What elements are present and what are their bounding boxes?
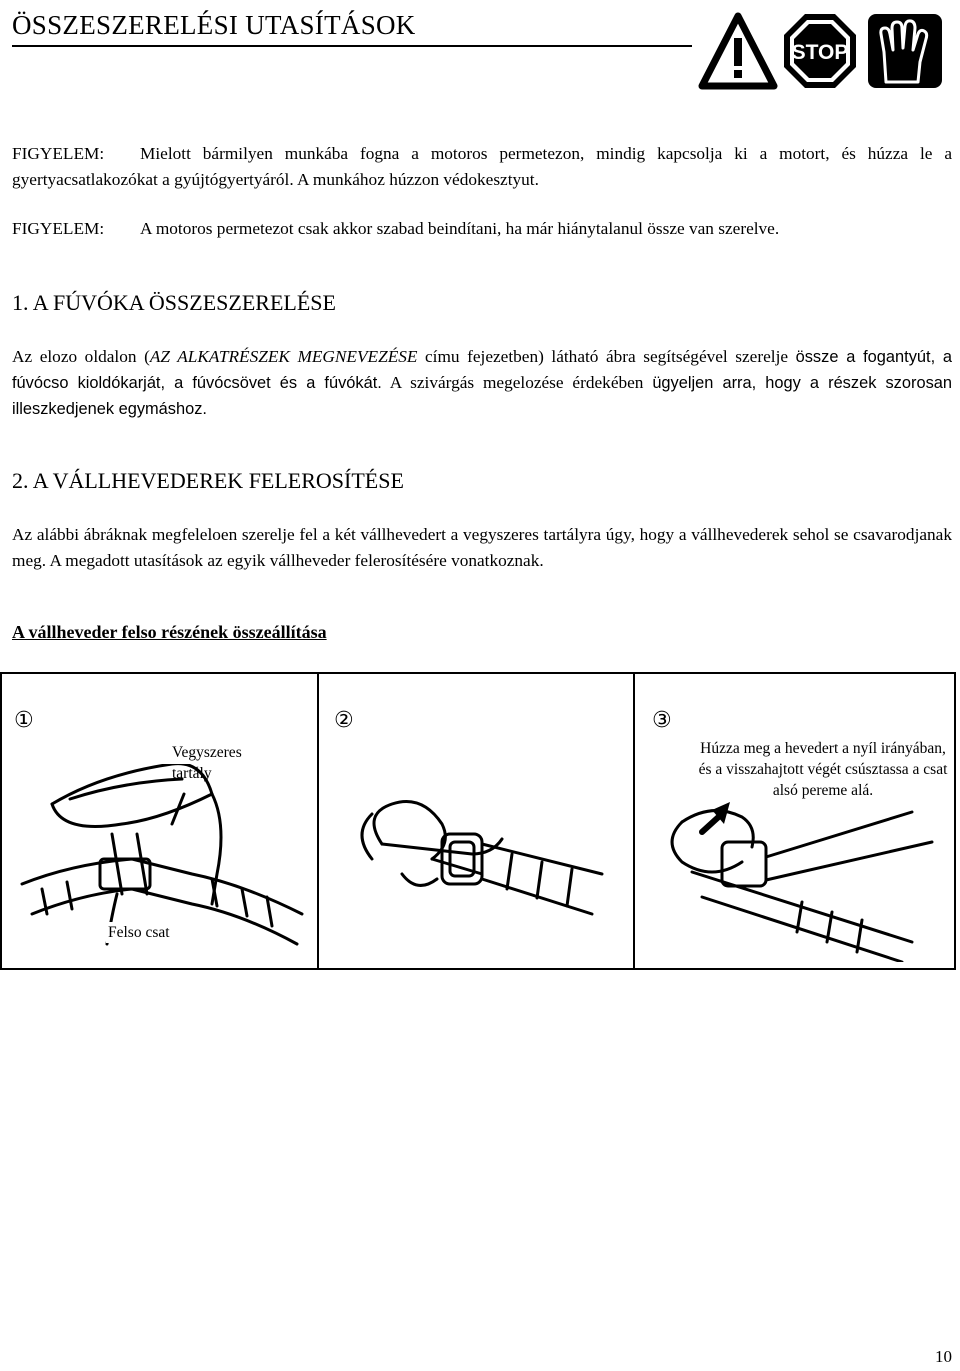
text-italic: AZ ALKATRÉSZEK MEGNEVEZÉSE bbox=[149, 347, 418, 366]
warning-triangle-icon bbox=[702, 16, 774, 86]
step-number-2: ② bbox=[334, 708, 354, 733]
text-segment: Az elozo oldalon ( bbox=[12, 347, 150, 366]
gloves-icon bbox=[868, 14, 942, 88]
text-segment: címu fejezetben) látható ábra segítségével szerelje bbox=[417, 347, 789, 366]
section-2-heading: 2. A VÁLLHEVEDEREK FELEROSÍTÉSE bbox=[12, 468, 404, 493]
safety-icons bbox=[698, 12, 944, 92]
step-number-3: ③ bbox=[652, 708, 672, 733]
label-upper-buckle: Felso csat bbox=[108, 924, 170, 941]
warning-text: A motoros permetezot csak akkor szabad beindítani, ha már hiánytalanul össze van szerelve. bbox=[140, 219, 780, 238]
step-number-1: ① bbox=[14, 708, 34, 733]
text-sans: ügyeljen arra, hogy a részek szorosan illeszkedjenek egymáshoz. bbox=[12, 374, 952, 418]
warning-label: FIGYELEM: bbox=[12, 219, 105, 238]
page-number: 10 bbox=[935, 1347, 952, 1366]
strap-loop-illustration bbox=[342, 784, 622, 954]
panel-divider bbox=[633, 674, 635, 968]
section-1-text bbox=[12, 344, 952, 422]
label-chemical-tank: Vegyszeres tartály bbox=[172, 744, 242, 782]
text-segment: A szivárgás megelozése érdekében bbox=[381, 373, 644, 392]
strap-pull-illustration bbox=[652, 802, 952, 962]
stop-sign-icon bbox=[784, 14, 856, 88]
svg-text:STOP: STOP bbox=[791, 41, 849, 64]
warning-2 bbox=[12, 216, 952, 242]
warning-1 bbox=[12, 141, 952, 193]
section-2-text: Az alábbi ábráknak megfeleloen szerelje fel a két vállhevedert a vegyszeres tartályra úgy, hogy a vállhevederek sehol se csavarodjanak meg. A megadott utasítások az egyik vállheveder felerosítésére vonatkoznak. bbox=[12, 525, 952, 570]
text-sans: össze a fogantyút, a fúvócso kioldókarját, a fúvócsövet és a fúvókát. bbox=[12, 348, 953, 392]
subsection-heading: A vállheveder felso részének összeállítása bbox=[12, 622, 327, 642]
warning-text: Mielott bármilyen munkába fogna a motoros permetezon, mindig kapcsolja ki a motort, és húzza le a gyertyacsatlakozókat a gyújtógyertyáról. A munkához húzzon védokesztyut. bbox=[12, 144, 952, 189]
warning-label: FIGYELEM: bbox=[12, 144, 105, 163]
panel-divider bbox=[317, 674, 319, 968]
section-1-heading: 1. A FÚVÓKA ÖSSZESZERELÉSE bbox=[12, 290, 336, 315]
page-title: ÖSSZESZERELÉSI UTASÍTÁSOK bbox=[12, 10, 692, 47]
figure-panels bbox=[0, 672, 956, 970]
step-3-instruction: Húzza meg a hevedert a nyíl irányában, és a visszahajtott végét csúsztassa a csat alsó pereme alá. bbox=[698, 740, 948, 799]
